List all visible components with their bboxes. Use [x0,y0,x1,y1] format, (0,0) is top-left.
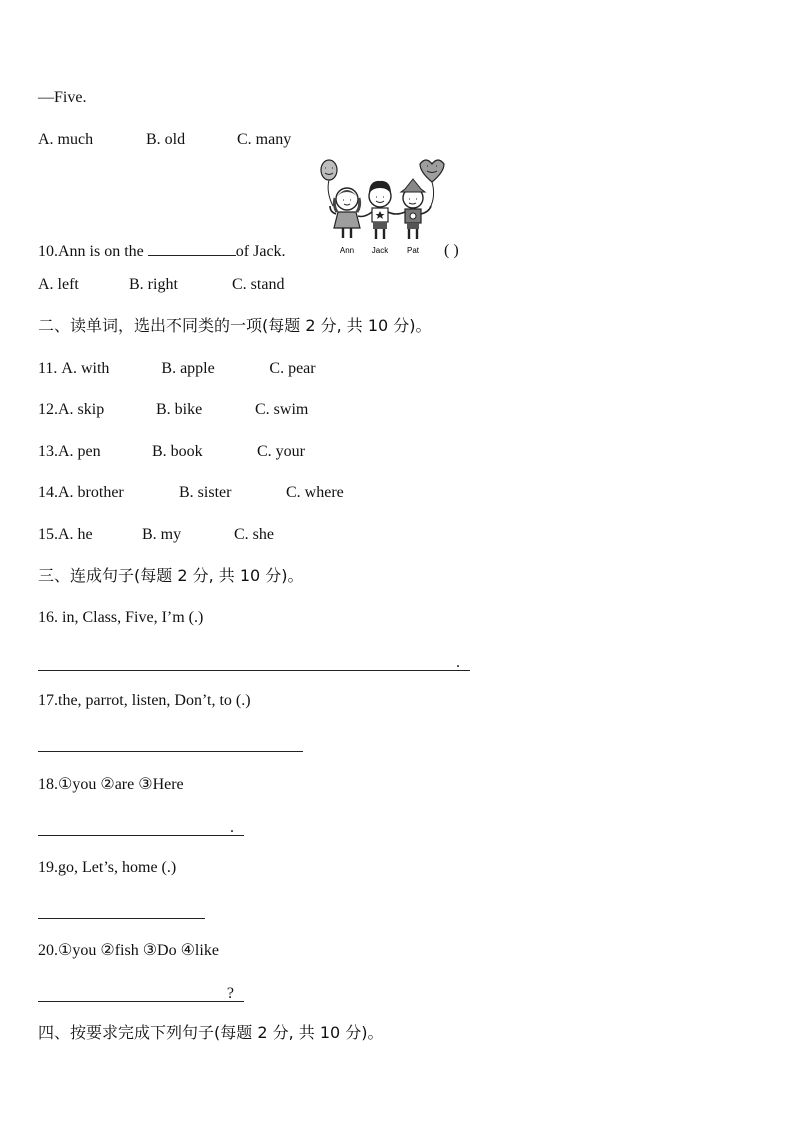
q13-option-c[interactable]: C. your [257,443,305,460]
q9-option-b[interactable]: B. old [146,131,186,148]
q10-stem-before: 10.Ann is on the [38,243,144,260]
q18-prompt: 18.①you ②are ③Here [38,776,184,793]
q10-answer-paren[interactable]: ( ) [444,242,459,259]
q13-option-a[interactable]: A. pen [58,443,101,460]
q13-number: 13. [38,443,58,460]
q16-answer-line[interactable] [38,650,470,671]
children-holding-hands-picture [316,156,448,256]
picture-label-jack: Jack [371,246,389,255]
q18-answer-line[interactable] [38,815,244,836]
q20-prompt: 20.①you ②fish ③Do ④like [38,942,219,959]
q16-end-mark: . [456,654,460,671]
q12-row [38,400,308,420]
q13-row [38,442,305,462]
q11-number: 11. [38,360,58,377]
q19-answer-line[interactable] [38,898,205,919]
q14-option-c[interactable]: C. where [286,484,344,501]
q14-number: 14. [38,484,58,501]
q20-end-mark: ? [226,985,234,1002]
q11-row [38,359,316,379]
q12-option-b[interactable]: B. bike [156,401,203,418]
q15-number: 15. [38,526,58,543]
q9-answer-line: —Five. [38,89,87,106]
q15-option-a[interactable]: A. he [58,526,93,543]
q11-option-c[interactable]: C. pear [269,360,316,377]
q9-option-c[interactable]: C. many [237,131,292,148]
q10-option-b[interactable]: B. right [129,276,178,293]
q15-option-c[interactable]: C. she [234,526,274,543]
q14-option-b[interactable]: B. sister [179,484,232,501]
picture-label-pat: Pat [406,246,420,255]
q12-option-c[interactable]: C. swim [255,401,309,418]
q15-option-b[interactable]: B. my [142,526,182,543]
q9-options [38,130,291,150]
section2-title: 二、读单词，选出不同类的一项(每题 2 分, 共 10 分)。 [38,316,432,335]
q10-option-c[interactable]: C. stand [232,276,285,293]
q19-prompt: 19.go, Let’s, home (.) [38,859,177,876]
q11-option-a[interactable]: A. with [61,360,110,377]
q10-blank[interactable] [148,241,236,256]
q20-answer-line[interactable] [38,981,244,1002]
section3-title: 三、连成句子(每题 2 分, 共 10 分)。 [38,566,304,585]
q14-row [38,483,344,503]
q15-row [38,525,274,545]
q18-end-mark: . [230,819,234,836]
q17-answer-line[interactable] [38,731,303,752]
q10-stem [38,241,286,262]
section4-title: 四、按要求完成下列句子(每题 2 分, 共 10 分)。 [38,1023,384,1042]
q12-option-a[interactable]: A. skip [58,401,105,418]
q9-option-a[interactable]: A. much [38,131,94,148]
q12-number: 12. [38,401,58,418]
q14-option-a[interactable]: A. brother [58,484,124,501]
q16-prompt: 16. in, Class, Five, I’m (.) [38,609,204,626]
q11-option-b[interactable]: B. apple [161,360,215,377]
q10-stem-after: of Jack. [235,243,286,260]
q10-options [38,275,284,295]
q13-option-b[interactable]: B. book [152,443,203,460]
q10-option-a[interactable]: A. left [38,276,79,293]
picture-label-ann: Ann [339,246,355,255]
q17-prompt: 17.the, parrot, listen, Don’t, to (.) [38,692,251,709]
